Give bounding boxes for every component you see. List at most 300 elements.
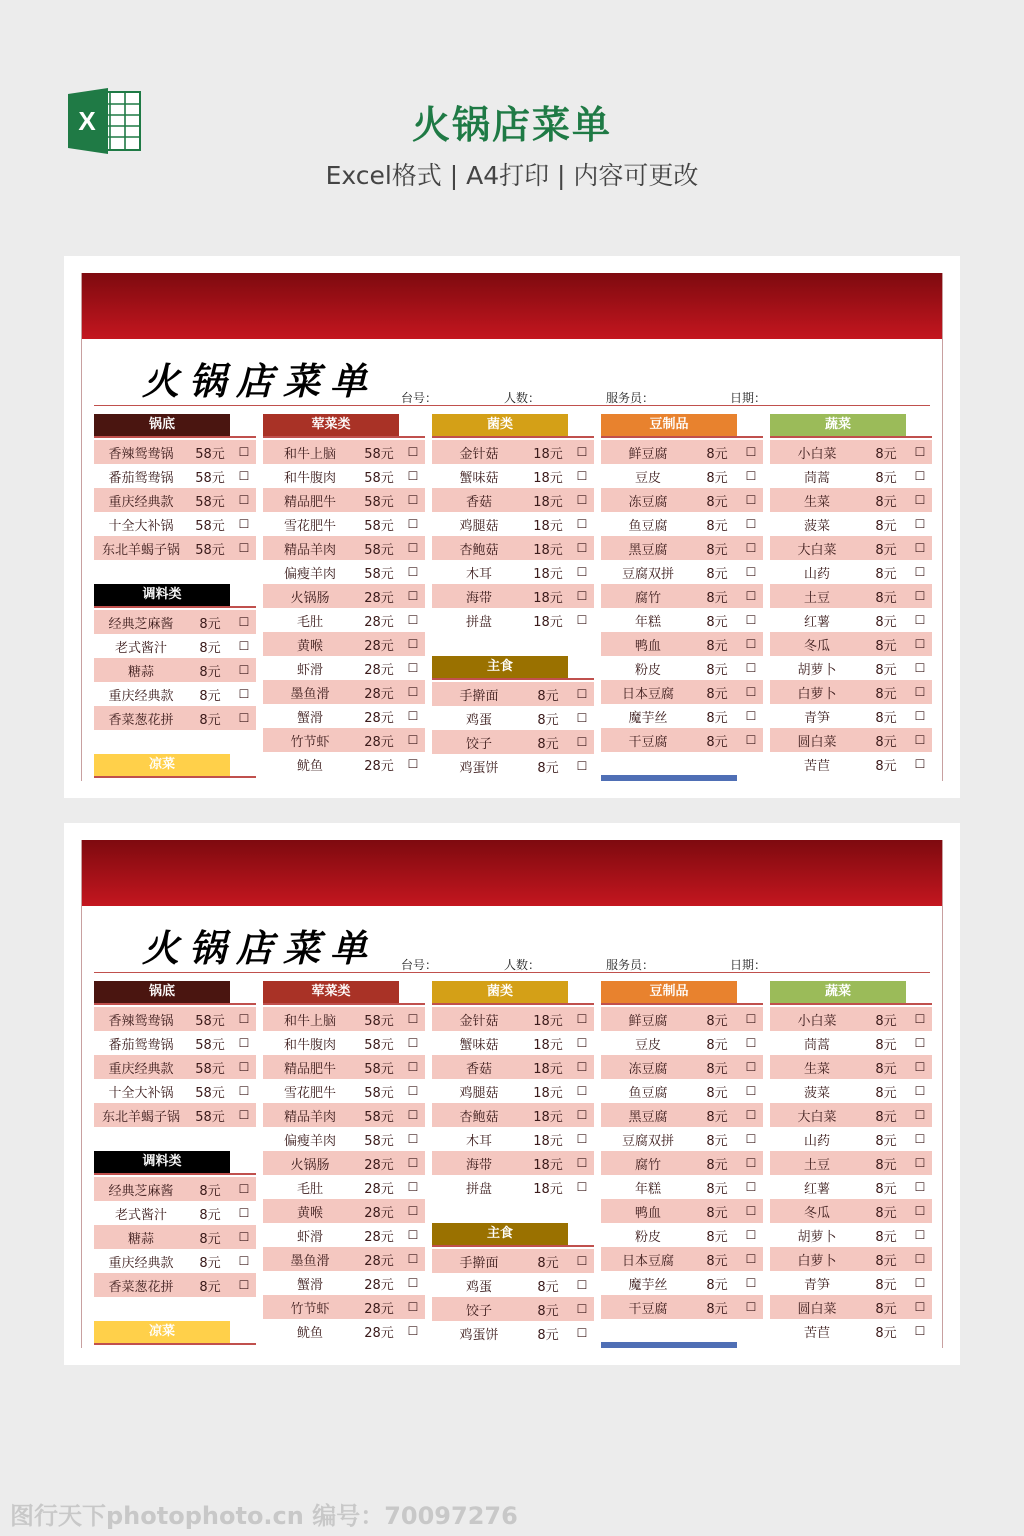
order-checkbox[interactable]: ☐: [914, 1084, 926, 1098]
menu-item-row: [601, 1175, 763, 1199]
menu-item-row: [432, 1079, 594, 1103]
order-checkbox[interactable]: ☐: [238, 1182, 250, 1196]
menu-column: [432, 414, 594, 778]
dish-name: 杏鲍菇: [459, 542, 499, 558]
order-checkbox[interactable]: ☐: [914, 565, 926, 579]
menu-column: [94, 414, 256, 780]
order-checkbox[interactable]: ☐: [914, 1060, 926, 1074]
dish-name: 鸭血: [634, 638, 661, 654]
dish-name: 虾滑: [296, 1229, 323, 1245]
order-checkbox[interactable]: ☐: [745, 1228, 757, 1242]
menu-item-row: [601, 440, 763, 464]
menu-item-row: [601, 728, 763, 752]
order-checkbox[interactable]: ☐: [576, 1060, 588, 1074]
order-checkbox[interactable]: ☐: [407, 589, 419, 603]
menu-item-row: [432, 1175, 594, 1199]
menu-item-row: [601, 1031, 763, 1055]
order-checkbox[interactable]: ☐: [914, 493, 926, 507]
dish-price: 28元: [364, 662, 394, 678]
menu-item-row: [770, 440, 932, 464]
order-checkbox[interactable]: ☐: [576, 445, 588, 459]
category-header: 主食: [432, 656, 568, 678]
menu-sheet: [81, 273, 943, 781]
category-underline: [432, 1003, 594, 1005]
menu-item-row: [432, 754, 594, 778]
dish-name: 糖蒜: [127, 1231, 154, 1247]
dish-name: 精品羊肉: [283, 1109, 336, 1125]
dish-name: 重庆经典款: [108, 494, 174, 510]
menu-item-row: [263, 584, 425, 608]
dish-price: 8元: [706, 1229, 728, 1245]
order-checkbox[interactable]: ☐: [238, 1278, 250, 1292]
category-underline: [94, 1173, 256, 1175]
menu-item-row: [263, 1223, 425, 1247]
dish-name: 黑豆腐: [628, 542, 668, 558]
menu-item-row: [263, 488, 425, 512]
dish-price: 18元: [533, 1037, 563, 1053]
dish-name: 墨鱼滑: [290, 1253, 330, 1269]
dish-name: 重庆经典款: [108, 1255, 174, 1271]
menu-item-row: [770, 584, 932, 608]
order-checkbox[interactable]: ☐: [407, 469, 419, 483]
order-checkbox[interactable]: ☐: [745, 1300, 757, 1314]
order-checkbox[interactable]: ☐: [576, 469, 588, 483]
order-checkbox[interactable]: ☐: [914, 1132, 926, 1146]
order-checkbox[interactable]: ☐: [745, 1084, 757, 1098]
menu-item-row: [770, 1199, 932, 1223]
dish-price: 8元: [706, 1205, 728, 1221]
menu-preview-card-1: [64, 256, 960, 798]
dish-price: 8元: [875, 1277, 897, 1293]
order-checkbox[interactable]: ☐: [914, 733, 926, 747]
dish-name: 蟹味菇: [459, 470, 499, 486]
dish-name: 魔芋丝: [628, 710, 668, 726]
menu-item-row: [770, 1055, 932, 1079]
menu-item-row: [94, 488, 256, 512]
menu-item-row: [770, 1079, 932, 1103]
dish-name: 鸡腿菇: [459, 1085, 499, 1101]
order-checkbox[interactable]: ☐: [745, 685, 757, 699]
order-checkbox[interactable]: ☐: [238, 1108, 250, 1122]
dish-price: 8元: [706, 1037, 728, 1053]
order-checkbox[interactable]: ☐: [407, 1204, 419, 1218]
dish-price: 58元: [364, 542, 394, 558]
order-checkbox[interactable]: ☐: [238, 1206, 250, 1220]
dish-price: 8元: [706, 638, 728, 654]
order-checkbox[interactable]: ☐: [745, 445, 757, 459]
dish-name: 偏瘦羊肉: [283, 1133, 336, 1149]
menu-item-row: [601, 584, 763, 608]
dish-name: 鱿鱼: [296, 1325, 323, 1341]
dish-price: 8元: [706, 1133, 728, 1149]
order-checkbox[interactable]: ☐: [407, 445, 419, 459]
order-checkbox[interactable]: ☐: [238, 639, 250, 653]
order-checkbox[interactable]: ☐: [745, 589, 757, 603]
order-checkbox[interactable]: ☐: [576, 1278, 588, 1292]
dish-price: 8元: [199, 688, 221, 704]
order-checkbox[interactable]: ☐: [576, 613, 588, 627]
dish-name: 老式酱汁: [114, 640, 167, 656]
dish-name: 生菜: [803, 494, 830, 510]
dish-price: 58元: [364, 566, 394, 582]
menu-item-row: [601, 560, 763, 584]
menu-item-row: [263, 1295, 425, 1319]
dish-price: 8元: [706, 470, 728, 486]
dish-name: 冻豆腐: [628, 1061, 668, 1077]
dish-name: 糖蒜: [127, 664, 154, 680]
menu-item-row: [601, 1055, 763, 1079]
order-checkbox[interactable]: ☐: [238, 1084, 250, 1098]
order-checkbox[interactable]: ☐: [745, 1060, 757, 1074]
order-checkbox[interactable]: ☐: [914, 1228, 926, 1242]
order-checkbox[interactable]: ☐: [238, 445, 250, 459]
order-checkbox[interactable]: ☐: [914, 613, 926, 627]
order-checkbox[interactable]: ☐: [407, 1324, 419, 1338]
order-checkbox[interactable]: ☐: [407, 541, 419, 555]
menu-item-row: [94, 634, 256, 658]
order-checkbox[interactable]: ☐: [576, 541, 588, 555]
order-checkbox[interactable]: ☐: [745, 565, 757, 579]
order-checkbox[interactable]: ☐: [745, 1252, 757, 1266]
menu-item-row: [263, 536, 425, 560]
order-checkbox[interactable]: ☐: [914, 517, 926, 531]
menu-item-row: [94, 1103, 256, 1127]
order-checkbox[interactable]: ☐: [407, 1180, 419, 1194]
sheet-title: 火锅店菜单: [142, 359, 377, 403]
menu-item-row: [601, 1151, 763, 1175]
menu-item-row: [601, 512, 763, 536]
promo-header: [0, 0, 1024, 220]
menu-item-row: [263, 728, 425, 752]
dish-name: 金针菇: [459, 446, 499, 462]
spacer: [94, 730, 256, 754]
dish-price: 8元: [875, 662, 897, 678]
order-checkbox[interactable]: ☐: [914, 1012, 926, 1026]
menu-item-row: [263, 560, 425, 584]
menu-item-row: [263, 704, 425, 728]
dish-name: 年糕: [634, 1181, 661, 1197]
dish-price: 18元: [533, 1013, 563, 1029]
order-checkbox[interactable]: ☐: [407, 613, 419, 627]
order-checkbox[interactable]: ☐: [745, 1276, 757, 1290]
order-checkbox[interactable]: ☐: [407, 757, 419, 771]
order-checkbox[interactable]: ☐: [238, 711, 250, 725]
order-checkbox[interactable]: ☐: [576, 1326, 588, 1340]
order-checkbox[interactable]: ☐: [238, 493, 250, 507]
order-checkbox[interactable]: ☐: [914, 1252, 926, 1266]
menu-item-row: [601, 1103, 763, 1127]
menu-item-row: [94, 536, 256, 560]
menu-item-row: [432, 584, 594, 608]
order-checkbox[interactable]: ☐: [914, 1180, 926, 1194]
dish-name: 黑豆腐: [628, 1109, 668, 1125]
menu-item-row: [263, 440, 425, 464]
dish-price: 8元: [706, 734, 728, 750]
menu-item-row: [770, 752, 932, 776]
dish-name: 菠菜: [803, 518, 830, 534]
order-checkbox[interactable]: ☐: [914, 1300, 926, 1314]
menu-item-row: [432, 1007, 594, 1031]
menu-item-row: [94, 1201, 256, 1225]
order-checkbox[interactable]: ☐: [745, 1012, 757, 1026]
order-checkbox[interactable]: ☐: [238, 615, 250, 629]
menu-item-row: [601, 1199, 763, 1223]
order-checkbox[interactable]: ☐: [576, 589, 588, 603]
order-checkbox[interactable]: ☐: [914, 541, 926, 555]
dish-price: 18元: [533, 1109, 563, 1125]
menu-item-row: [263, 1319, 425, 1343]
order-checkbox[interactable]: ☐: [576, 1254, 588, 1268]
order-checkbox[interactable]: ☐: [745, 493, 757, 507]
dish-name: 粉皮: [634, 662, 661, 678]
order-checkbox[interactable]: ☐: [914, 685, 926, 699]
svg-text:X: X: [78, 106, 96, 136]
dish-name: 冬瓜: [803, 638, 830, 654]
dish-name: 豆皮: [634, 1037, 661, 1053]
order-checkbox[interactable]: ☐: [745, 469, 757, 483]
order-checkbox[interactable]: ☐: [745, 637, 757, 651]
dish-price: 18元: [533, 446, 563, 462]
order-checkbox[interactable]: ☐: [914, 589, 926, 603]
dish-price: 18元: [533, 614, 563, 630]
menu-item-row: [94, 610, 256, 634]
order-checkbox[interactable]: ☐: [914, 661, 926, 675]
order-checkbox[interactable]: ☐: [238, 687, 250, 701]
order-checkbox[interactable]: ☐: [914, 1036, 926, 1050]
table-number-label: 台号：: [401, 958, 438, 972]
order-checkbox[interactable]: ☐: [576, 711, 588, 725]
order-checkbox[interactable]: ☐: [745, 1156, 757, 1170]
order-checkbox[interactable]: ☐: [576, 493, 588, 507]
order-checkbox[interactable]: ☐: [576, 565, 588, 579]
dish-name: 腐竹: [634, 590, 661, 606]
dish-name: 手擀面: [459, 688, 499, 704]
menu-item-row: [601, 680, 763, 704]
order-checkbox[interactable]: ☐: [745, 517, 757, 531]
order-checkbox[interactable]: ☐: [407, 637, 419, 651]
dish-name: 土豆: [803, 1157, 830, 1173]
order-checkbox[interactable]: ☐: [407, 1156, 419, 1170]
dish-price: 58元: [195, 1013, 225, 1029]
order-checkbox[interactable]: ☐: [238, 1254, 250, 1268]
order-checkbox[interactable]: ☐: [745, 1108, 757, 1122]
dish-price: 28元: [364, 1205, 394, 1221]
order-checkbox[interactable]: ☐: [238, 1012, 250, 1026]
menu-item-row: [432, 488, 594, 512]
dish-name: 香菇: [465, 494, 492, 510]
menu-item-row: [263, 1031, 425, 1055]
menu-item-row: [770, 1319, 932, 1343]
order-checkbox[interactable]: ☐: [238, 1036, 250, 1050]
order-checkbox[interactable]: ☐: [745, 541, 757, 555]
menu-item-row: [432, 512, 594, 536]
order-checkbox[interactable]: ☐: [407, 1300, 419, 1314]
order-checkbox[interactable]: ☐: [238, 517, 250, 531]
order-checkbox[interactable]: ☐: [576, 687, 588, 701]
order-checkbox[interactable]: ☐: [576, 1012, 588, 1026]
category-header: 凉菜: [94, 754, 230, 776]
order-checkbox[interactable]: ☐: [745, 1036, 757, 1050]
dish-price: 8元: [875, 638, 897, 654]
people-count-label: 人数：: [504, 391, 541, 405]
order-checkbox[interactable]: ☐: [576, 1132, 588, 1146]
dish-price: 8元: [537, 736, 559, 752]
order-checkbox[interactable]: ☐: [576, 759, 588, 773]
category-underline: [94, 436, 256, 438]
dish-name: 豆腐双拼: [621, 1133, 674, 1149]
waiter-label: 服务员：: [606, 391, 655, 405]
dish-name: 红薯: [803, 614, 830, 630]
category-header: 蔬菜: [770, 414, 906, 436]
order-checkbox[interactable]: ☐: [407, 1036, 419, 1050]
dish-price: 58元: [364, 1013, 394, 1029]
dish-name: 生菜: [803, 1061, 830, 1077]
order-checkbox[interactable]: ☐: [576, 1302, 588, 1316]
order-checkbox[interactable]: ☐: [745, 709, 757, 723]
dish-name: 十全大补锅: [108, 1085, 174, 1101]
menu-item-row: [601, 1079, 763, 1103]
order-checkbox[interactable]: ☐: [914, 637, 926, 651]
page-subtitle: Excel格式 | A4打印 | 内容可更改: [325, 161, 699, 190]
dish-name: 香辣鸳鸯锅: [108, 446, 174, 462]
order-checkbox[interactable]: ☐: [407, 685, 419, 699]
category-underline: [432, 436, 594, 438]
dish-price: 8元: [706, 1085, 728, 1101]
dish-name: 蟹滑: [296, 710, 323, 726]
dish-price: 8元: [875, 1109, 897, 1125]
order-checkbox[interactable]: ☐: [576, 1180, 588, 1194]
dish-price: 8元: [706, 710, 728, 726]
order-checkbox[interactable]: ☐: [576, 517, 588, 531]
dish-name: 雪花肥牛: [283, 1085, 336, 1101]
dish-name: 杏鲍菇: [459, 1109, 499, 1125]
dish-price: 28元: [364, 638, 394, 654]
order-checkbox[interactable]: ☐: [745, 733, 757, 747]
order-checkbox[interactable]: ☐: [576, 735, 588, 749]
dish-price: 8元: [537, 688, 559, 704]
dish-price: 8元: [875, 1133, 897, 1149]
order-checkbox[interactable]: ☐: [576, 1108, 588, 1122]
menu-item-row: [601, 1223, 763, 1247]
category-header: 荤菜类: [263, 414, 399, 436]
menu-item-row: [94, 1031, 256, 1055]
dish-name: 十全大补锅: [108, 518, 174, 534]
menu-column: [94, 981, 256, 1347]
dish-price: 58元: [364, 494, 394, 510]
dish-price: 8元: [875, 446, 897, 462]
category-underline: [432, 678, 594, 680]
menu-item-row: [432, 1127, 594, 1151]
dish-name: 山药: [803, 1133, 830, 1149]
dish-price: 28元: [364, 1181, 394, 1197]
order-checkbox[interactable]: ☐: [238, 469, 250, 483]
category-underline: [94, 1343, 256, 1345]
dish-name: 竹节虾: [290, 1301, 330, 1317]
order-checkbox[interactable]: ☐: [745, 1204, 757, 1218]
order-checkbox[interactable]: ☐: [407, 517, 419, 531]
dish-name: 黄喉: [296, 1205, 323, 1221]
menu-column: [601, 414, 763, 752]
order-checkbox[interactable]: ☐: [407, 1228, 419, 1242]
menu-item-row: [601, 704, 763, 728]
menu-item-row: [94, 1225, 256, 1249]
dish-name: 鸭血: [634, 1205, 661, 1221]
dish-name: 鱼豆腐: [628, 1085, 668, 1101]
order-checkbox[interactable]: ☐: [407, 709, 419, 723]
order-checkbox[interactable]: ☐: [407, 1132, 419, 1146]
dish-price: 8元: [199, 1255, 221, 1271]
dish-name: 木耳: [465, 1133, 492, 1149]
dish-price: 8元: [537, 1327, 559, 1343]
order-checkbox[interactable]: ☐: [745, 613, 757, 627]
order-checkbox[interactable]: ☐: [914, 709, 926, 723]
menu-item-row: [432, 1031, 594, 1055]
spacer: [94, 1127, 256, 1151]
order-checkbox[interactable]: ☐: [238, 1230, 250, 1244]
order-checkbox[interactable]: ☐: [407, 1012, 419, 1026]
order-checkbox[interactable]: ☐: [914, 1276, 926, 1290]
order-checkbox[interactable]: ☐: [914, 1108, 926, 1122]
order-checkbox[interactable]: ☐: [407, 733, 419, 747]
order-checkbox[interactable]: ☐: [407, 661, 419, 675]
order-checkbox[interactable]: ☐: [238, 663, 250, 677]
menu-item-row: [432, 682, 594, 706]
menu-item-row: [770, 488, 932, 512]
order-checkbox[interactable]: ☐: [914, 757, 926, 771]
order-checkbox[interactable]: ☐: [576, 1036, 588, 1050]
menu-item-row: [770, 728, 932, 752]
order-checkbox[interactable]: ☐: [745, 661, 757, 675]
dish-price: 8元: [875, 758, 897, 774]
dish-name: 豆皮: [634, 470, 661, 486]
order-checkbox[interactable]: ☐: [407, 1252, 419, 1266]
order-checkbox[interactable]: ☐: [407, 493, 419, 507]
order-checkbox[interactable]: ☐: [914, 1156, 926, 1170]
menu-column: [601, 981, 763, 1319]
order-checkbox[interactable]: ☐: [407, 1108, 419, 1122]
dish-price: 8元: [706, 1277, 728, 1293]
order-checkbox[interactable]: ☐: [576, 1156, 588, 1170]
dish-price: 58元: [195, 1061, 225, 1077]
category-underline: [94, 606, 256, 608]
order-checkbox[interactable]: ☐: [407, 565, 419, 579]
order-checkbox[interactable]: ☐: [914, 469, 926, 483]
order-checkbox[interactable]: ☐: [745, 1132, 757, 1146]
order-checkbox[interactable]: ☐: [407, 1060, 419, 1074]
dish-price: 8元: [706, 590, 728, 606]
order-checkbox[interactable]: ☐: [914, 1204, 926, 1218]
order-checkbox[interactable]: ☐: [914, 445, 926, 459]
dish-name: 和牛腹肉: [283, 470, 336, 486]
dish-price: 18元: [533, 1157, 563, 1173]
dish-name: 番茄鸳鸯锅: [108, 470, 174, 486]
order-checkbox[interactable]: ☐: [745, 1180, 757, 1194]
order-checkbox[interactable]: ☐: [238, 541, 250, 555]
menu-preview-card-2: [64, 823, 960, 1365]
menu-item-row: [432, 1297, 594, 1321]
dish-name: 精品羊肉: [283, 542, 336, 558]
order-checkbox[interactable]: ☐: [576, 1084, 588, 1098]
dish-price: 8元: [706, 518, 728, 534]
order-checkbox[interactable]: ☐: [407, 1084, 419, 1098]
dish-name: 和牛上脑: [283, 446, 336, 462]
order-checkbox[interactable]: ☐: [914, 1324, 926, 1338]
order-checkbox[interactable]: ☐: [238, 1060, 250, 1074]
date-label: 日期：: [730, 391, 767, 405]
menu-item-row: [94, 464, 256, 488]
order-checkbox[interactable]: ☐: [407, 1276, 419, 1290]
dish-price: 28元: [364, 758, 394, 774]
